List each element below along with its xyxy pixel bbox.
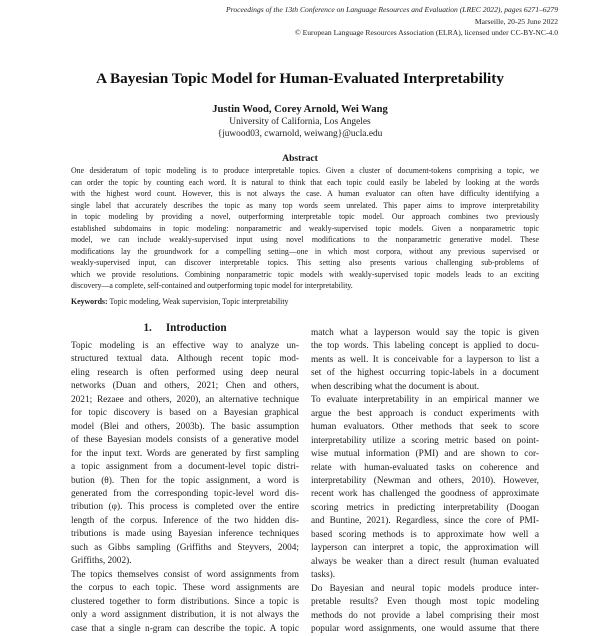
text-line: with the highest word count. However, this is not always the case. A human evaluator can often have difficulty identifying a: [71, 189, 539, 199]
text-line: tributions is made using Bayesian inference techniques: [71, 529, 299, 540]
text-line: single label that accurately describes the topic as many top words seem unrelated. This paper aims to improve interpretability: [71, 200, 539, 210]
text-line: length of the corpus. Inference of the two hidden dis-: [71, 515, 299, 526]
text-line: 2021; Rezaee and others, 2020), an alternative technique: [71, 394, 299, 405]
text-line: can order the topic by counting each word. It is natural to think that each topic could easily be labeled by looking at the words: [71, 177, 539, 187]
introduction-left-text: [71, 340, 299, 636]
text-line: relate with human-evaluated tasks on coherence and: [311, 462, 539, 473]
section-heading-introduction: [71, 320, 299, 340]
text-line: methods do not provide a label comprising their most: [311, 610, 539, 621]
text-line: pretable results? Even though most topic modeling: [311, 597, 539, 608]
keywords-line: [71, 297, 288, 306]
abstract-heading: Abstract: [282, 153, 318, 164]
text-line: when describing what the document is about.: [311, 381, 480, 392]
text-line: clustered together to form distributions. Since a topic is: [71, 596, 299, 607]
left-column: [71, 320, 299, 636]
keywords-value: Topic modeling, Weak supervision, Topic interpretability: [109, 297, 289, 306]
keywords-label: Keywords:: [71, 297, 108, 306]
text-line: match what a layperson would say the topic is given: [311, 328, 539, 338]
proceedings-header: [98, 4, 558, 39]
text-line: To evaluate interpretability in an empirical manner we: [311, 395, 539, 406]
text-line: in topic modeling by providing a novel, outperforming interpretable topic model. Our approach combines two previously: [71, 212, 539, 222]
text-line: tasks).: [311, 570, 336, 581]
text-line: weakly-supervised input, can discover interpretable topics. This setting also presents various challenging sub-problems of: [71, 258, 539, 268]
text-line: Griffiths, 2002).: [71, 556, 132, 567]
proceedings-citation: Proceedings of the 13th Conference on Language Resources and Evaluation (LREC 2022), pages 6271–6279: [226, 5, 558, 14]
text-line: discovery—a complete, self-contained and outperforming topic model for interpretability.: [71, 281, 353, 291]
text-line: scoring metrics in predicting interpretability (Doogan: [311, 502, 539, 513]
text-line: model, we can include weakly-supervised input using novel modifications to the nonparametric generative model. These: [71, 235, 539, 245]
conference-location-date: Marseille, 20-25 June 2022: [474, 16, 558, 26]
text-line: and Buntine, 2021). Regardless, since the core of PMI-: [311, 516, 539, 527]
text-line: interpretability (Newman and others, 2010). However,: [311, 475, 539, 486]
text-line: for the input text. Words are generated by first sampling: [71, 448, 299, 459]
affiliation: University of California, Los Angeles: [229, 117, 371, 127]
license-notice: © European Language Resources Association (ELRA), licensed under CC-BY-NC-4.0: [294, 28, 558, 37]
author-emails: {juwood03, cwarnold, weiwang}@ucla.edu: [217, 128, 383, 139]
text-line: recent work has challenged the goodness of approximate: [311, 489, 539, 500]
text-line: Topic modeling is an effective way to analyze un-: [71, 341, 299, 351]
text-line: such as Gibbs sampling (Griffiths and Steyvers, 2004;: [71, 542, 299, 553]
text-line: Do Bayesian and neural topic models produce inter-: [311, 583, 539, 594]
abstract-text: [71, 165, 539, 292]
author-affiliation-block: [0, 117, 600, 140]
text-line: the corpus to each topic. These word assignments are: [71, 583, 299, 594]
text-line: wise mutual information (PMI) and are shown to cor-: [311, 449, 539, 460]
text-line: established subdomains in topic modeling: nonparametric and weakly-supervised topic models. Given a nonparametric topic: [71, 223, 539, 233]
text-line: bution (θ). Then for the topic assignment, a word is: [71, 475, 299, 486]
text-line: One desideratum of topic modeling is to produce interpretable topics. Given a cluster of document-tokens comprising a topic, we: [71, 166, 539, 175]
text-line: set of the highest occurring topic-labels in a document: [311, 368, 539, 379]
text-line: for topic discovery is based on a Bayesian graphical: [71, 408, 299, 419]
section-number: 1.: [143, 322, 152, 334]
text-line: modifications lay the groundwork for a compelling setting—one in which most corpora, without any previous supervised or: [71, 246, 539, 256]
text-line: of these Bayesian models consists of a generative model: [71, 435, 299, 446]
paper-authors: Justin Wood, Corey Arnold, Wei Wang: [212, 104, 388, 115]
text-line: a topic assignment from a document-level topic distri-: [71, 462, 299, 473]
text-line: generated from the corresponding topic-level word dis-: [71, 488, 299, 499]
section-title: Introduction: [165, 322, 227, 334]
text-line: ments as well. It is conceivable for a layperson to list a: [311, 354, 539, 365]
text-line: interpretability utilize a scoring metric based on point-: [311, 435, 539, 446]
text-line: structured textual data. Although recent topic mod-: [71, 354, 299, 365]
text-line: model (Blei and others, 2003b). The basic assumption: [71, 421, 299, 432]
text-line: based scoring methods is to approximate how well a: [311, 529, 539, 540]
text-line: tribution (φ). This process is completed over the entire: [71, 502, 299, 513]
paper-title: A Bayesian Topic Model for Human-Evaluated Interpretability: [96, 70, 504, 87]
text-line: argue the best approach is conduct experiments with: [311, 408, 539, 419]
text-line: networks (Duan and others, 2021; Chen and others,: [71, 381, 299, 392]
text-line: case that a single n-gram can describe the topic. A topic: [71, 623, 299, 634]
introduction-right-text: [311, 327, 539, 636]
text-line: The topics themselves consist of word assignments from: [71, 569, 299, 580]
text-line: popular word assignments, one would assume that there: [311, 623, 539, 634]
text-line: always be weaker than a direct result (human evaluated: [311, 556, 539, 567]
right-column: [311, 327, 539, 636]
text-line: the top words. This labeling concept is applied to docu-: [311, 341, 539, 352]
text-line: only a word assignment distribution, it is not always the: [71, 610, 299, 621]
text-line: which we provide resolutions. Combining nonparametric topic models with weakly-supervised topic models leads to an exciting: [71, 269, 539, 279]
text-line: eling research is often performed using deep neural: [71, 367, 299, 378]
text-line: layperson can interpret a topic, the approximation will: [311, 543, 539, 554]
text-line: human evaluators. Other methods that seek to score: [311, 422, 539, 433]
